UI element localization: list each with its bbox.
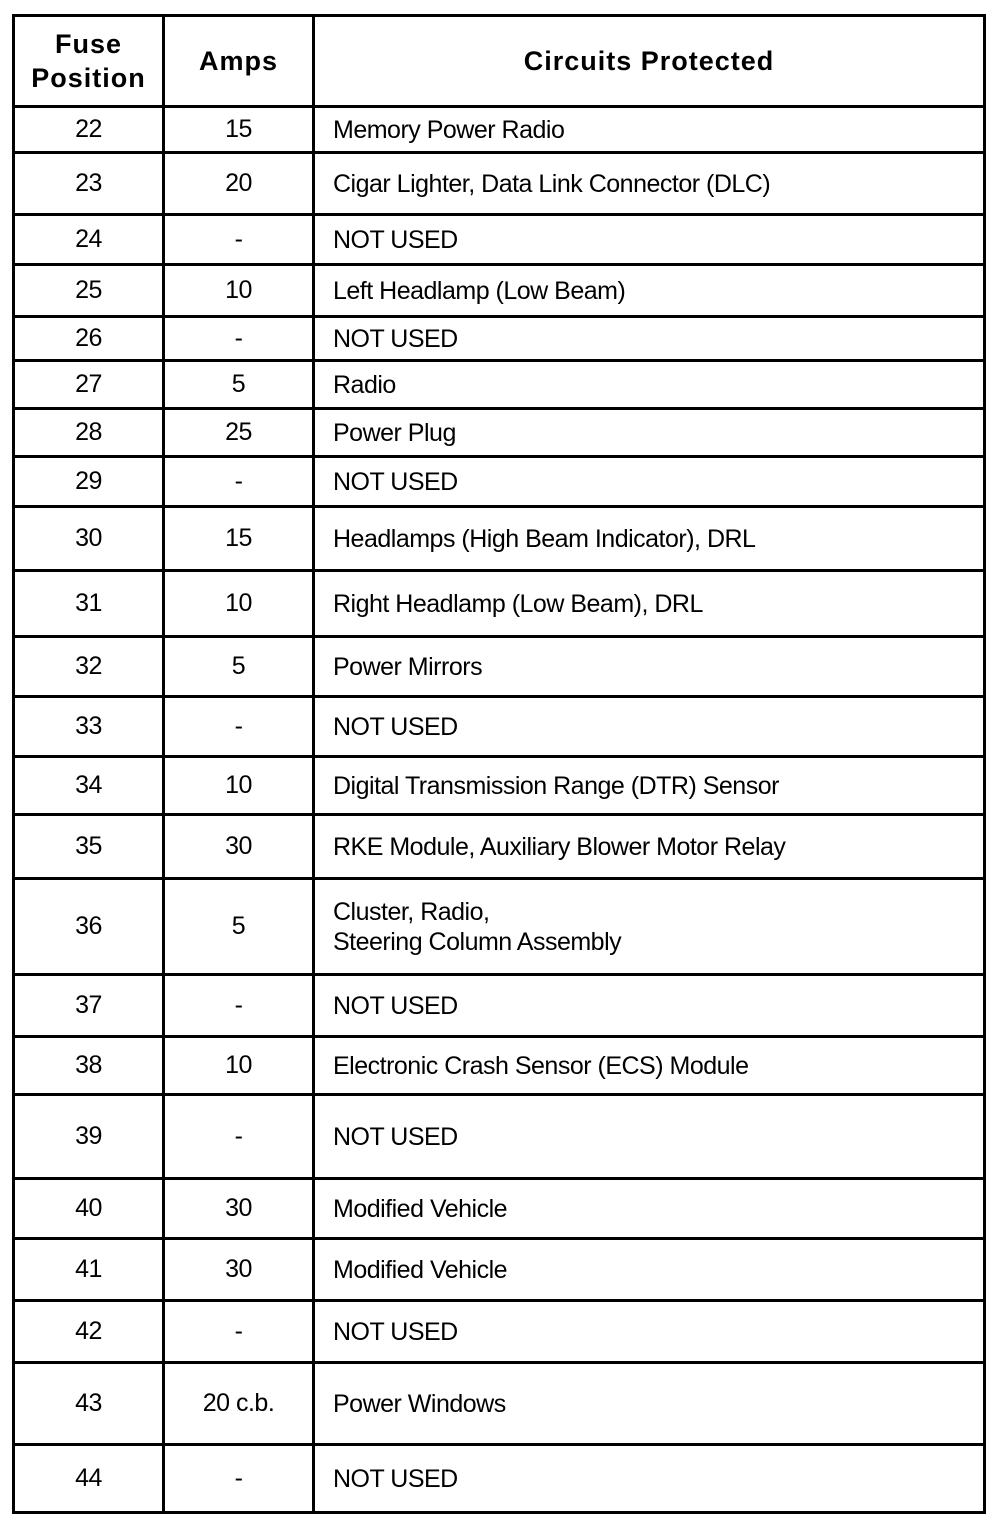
table-row xyxy=(14,153,985,215)
circuits-cell xyxy=(314,637,985,697)
fuse-position-cell: 31 xyxy=(14,571,164,637)
circuit-line: Digital Transmission Range (DTR) Sensor xyxy=(333,771,779,800)
table-row xyxy=(14,879,985,975)
table-row xyxy=(14,1301,985,1363)
amps-cell: 5 xyxy=(164,637,314,697)
fuse-position-cell: 33 xyxy=(14,697,164,757)
table-row xyxy=(14,697,985,757)
circuits-cell xyxy=(314,1037,985,1095)
fuse-position-cell: 43 xyxy=(14,1363,164,1445)
fuse-position-cell: 36 xyxy=(14,879,164,975)
amps-cell: - xyxy=(164,1445,314,1513)
fuse-position-cell: 23 xyxy=(14,153,164,215)
circuit-line: Memory Power Radio xyxy=(333,115,565,144)
fuse-table xyxy=(12,14,986,1514)
circuits-cell xyxy=(314,697,985,757)
amps-cell: 15 xyxy=(164,507,314,571)
amps-cell: - xyxy=(164,215,314,265)
fuse-position-cell: 37 xyxy=(14,975,164,1037)
fuse-position-cell: 40 xyxy=(14,1179,164,1239)
fuse-position-cell: 34 xyxy=(14,757,164,815)
table-header xyxy=(14,16,985,107)
fuse-position-cell: 22 xyxy=(14,107,164,153)
header-fuse-position xyxy=(14,16,164,107)
circuit-line: Right Headlamp (Low Beam), DRL xyxy=(333,589,703,618)
circuits-cell xyxy=(314,757,985,815)
table-row xyxy=(14,1179,985,1239)
table-row xyxy=(14,975,985,1037)
amps-cell: 30 xyxy=(164,1179,314,1239)
circuits-cell xyxy=(314,265,985,317)
amps-cell: - xyxy=(164,457,314,507)
amps-cell: 10 xyxy=(164,571,314,637)
circuit-line: Modified Vehicle xyxy=(333,1194,508,1223)
table-row xyxy=(14,1095,985,1179)
header-position-label: Position xyxy=(31,63,146,93)
amps-cell: - xyxy=(164,697,314,757)
circuit-line: Steering Column Assembly xyxy=(333,927,622,956)
circuits-cell xyxy=(314,1239,985,1301)
header-row xyxy=(14,16,985,107)
circuit-line: Headlamps (High Beam Indicator), DRL xyxy=(333,524,756,553)
fuse-position-cell: 27 xyxy=(14,361,164,409)
table-row xyxy=(14,107,985,153)
table-row xyxy=(14,457,985,507)
amps-cell: - xyxy=(164,317,314,361)
amps-cell: 30 xyxy=(164,815,314,879)
amps-cell: 5 xyxy=(164,361,314,409)
circuit-line: NOT USED xyxy=(333,324,458,353)
fuse-position-cell: 24 xyxy=(14,215,164,265)
table-row xyxy=(14,265,985,317)
circuits-cell xyxy=(314,507,985,571)
amps-cell: - xyxy=(164,1301,314,1363)
circuit-line: Left Headlamp (Low Beam) xyxy=(333,276,626,305)
table-row xyxy=(14,215,985,265)
circuit-line: NOT USED xyxy=(333,1464,458,1493)
circuit-line: Power Windows xyxy=(333,1389,506,1418)
fuse-position-cell: 44 xyxy=(14,1445,164,1513)
circuit-line: Modified Vehicle xyxy=(333,1255,508,1284)
circuits-cell xyxy=(314,457,985,507)
amps-cell: - xyxy=(164,975,314,1037)
circuit-line: RKE Module, Auxiliary Blower Motor Relay xyxy=(333,832,786,861)
circuits-cell xyxy=(314,153,985,215)
fuse-position-cell: 35 xyxy=(14,815,164,879)
amps-cell: - xyxy=(164,1095,314,1179)
amps-cell: 10 xyxy=(164,757,314,815)
circuits-cell xyxy=(314,879,985,975)
fuse-position-cell: 42 xyxy=(14,1301,164,1363)
header-circuits-protected: Circuits Protected xyxy=(314,16,985,107)
circuits-cell xyxy=(314,1301,985,1363)
table-row xyxy=(14,637,985,697)
circuit-line: Radio xyxy=(333,370,396,399)
amps-cell: 10 xyxy=(164,265,314,317)
amps-cell: 5 xyxy=(164,879,314,975)
circuit-line: Power Plug xyxy=(333,418,456,447)
table-row xyxy=(14,361,985,409)
amps-cell: 15 xyxy=(164,107,314,153)
circuit-line: Cigar Lighter, Data Link Connector (DLC) xyxy=(333,169,771,198)
circuits-cell xyxy=(314,571,985,637)
fuse-position-cell: 26 xyxy=(14,317,164,361)
table-row xyxy=(14,1363,985,1445)
fuse-position-cell: 28 xyxy=(14,409,164,457)
circuit-line: Electronic Crash Sensor (ECS) Module xyxy=(333,1051,749,1080)
amps-cell: 10 xyxy=(164,1037,314,1095)
circuits-cell xyxy=(314,107,985,153)
circuits-cell xyxy=(314,815,985,879)
circuit-line: NOT USED xyxy=(333,712,458,741)
table-body xyxy=(14,107,985,1513)
circuits-cell xyxy=(314,1445,985,1513)
table-row xyxy=(14,1445,985,1513)
fuse-position-cell: 30 xyxy=(14,507,164,571)
circuit-line: Power Mirrors xyxy=(333,652,483,681)
table-row xyxy=(14,317,985,361)
table-row xyxy=(14,815,985,879)
circuits-cell xyxy=(314,409,985,457)
fuse-position-cell: 41 xyxy=(14,1239,164,1301)
fuse-position-cell: 29 xyxy=(14,457,164,507)
header-amps: Amps xyxy=(164,16,314,107)
header-fuse-label: Fuse xyxy=(54,29,123,59)
circuit-line: Cluster, Radio, xyxy=(333,897,490,926)
table-row xyxy=(14,1239,985,1301)
fuse-position-cell: 39 xyxy=(14,1095,164,1179)
table-row xyxy=(14,757,985,815)
amps-cell: 20 c.b. xyxy=(164,1363,314,1445)
circuit-line: NOT USED xyxy=(333,225,458,254)
table-row xyxy=(14,507,985,571)
amps-cell: 20 xyxy=(164,153,314,215)
fuse-position-cell: 25 xyxy=(14,265,164,317)
circuits-cell xyxy=(314,1095,985,1179)
circuit-line: NOT USED xyxy=(333,1317,458,1346)
fuse-position-cell: 32 xyxy=(14,637,164,697)
table-row xyxy=(14,1037,985,1095)
circuit-line: NOT USED xyxy=(333,467,458,496)
circuits-cell xyxy=(314,975,985,1037)
table-row xyxy=(14,409,985,457)
circuit-line: NOT USED xyxy=(333,1122,458,1151)
circuits-cell xyxy=(314,317,985,361)
fuse-position-cell: 38 xyxy=(14,1037,164,1095)
circuits-cell xyxy=(314,1363,985,1445)
circuits-cell xyxy=(314,215,985,265)
circuits-cell xyxy=(314,1179,985,1239)
circuits-cell xyxy=(314,361,985,409)
amps-cell: 25 xyxy=(164,409,314,457)
circuit-line: NOT USED xyxy=(333,991,458,1020)
amps-cell: 30 xyxy=(164,1239,314,1301)
table-row xyxy=(14,571,985,637)
